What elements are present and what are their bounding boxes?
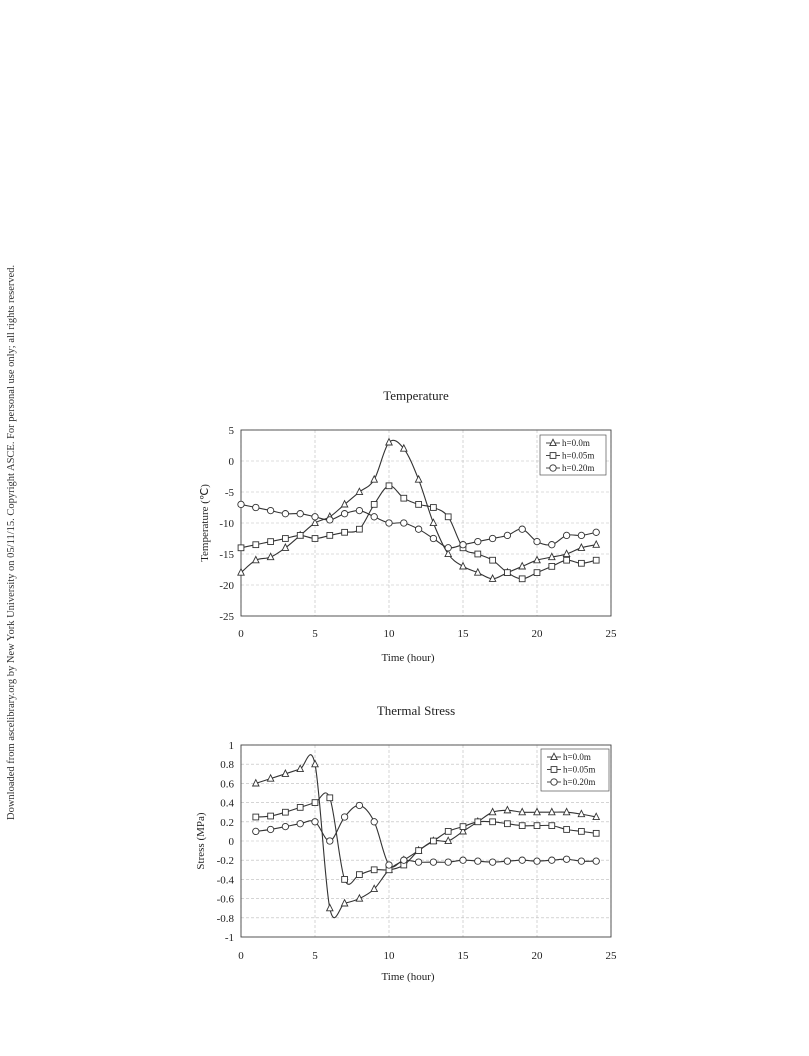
data-point (312, 536, 318, 542)
x-tick-label: 15 (457, 950, 469, 962)
data-point (534, 808, 540, 814)
legend-label: h=0.05m (562, 450, 595, 461)
data-point (267, 826, 273, 832)
y-tick-label: -0.2 (216, 855, 234, 868)
data-point (549, 542, 555, 548)
data-point (431, 505, 437, 511)
data-point (593, 557, 599, 563)
data-point (357, 872, 363, 878)
data-point (297, 511, 303, 517)
data-point (238, 569, 244, 575)
data-point (253, 828, 259, 834)
data-point (386, 483, 392, 489)
data-point (357, 526, 363, 532)
data-point (564, 827, 570, 833)
data-point (563, 856, 569, 862)
data-point (505, 821, 511, 827)
series-line (256, 805, 596, 867)
y-tick-label: -15 (219, 549, 234, 561)
legend-label: h=0.20m (562, 463, 595, 473)
data-point (445, 859, 451, 865)
data-point (534, 538, 540, 544)
data-point (297, 533, 303, 539)
data-point (564, 557, 570, 563)
x-tick-label: 20 (531, 950, 543, 962)
data-point (593, 858, 599, 864)
data-point (430, 859, 436, 865)
data-point (490, 819, 496, 825)
data-point (504, 858, 510, 864)
y-tick-label: -20 (219, 580, 234, 592)
y-tick-label: 5 (228, 425, 234, 437)
data-point (579, 560, 585, 566)
series-circle (238, 501, 600, 551)
data-point (253, 814, 259, 820)
data-point (327, 795, 333, 801)
x-tick-label: 0 (238, 628, 244, 640)
data-point (415, 526, 421, 532)
y-tick-label: 1 (228, 740, 234, 752)
data-point (563, 532, 569, 538)
legend-label: h=0.0m (563, 752, 591, 762)
data-point (312, 514, 318, 520)
data-point (489, 535, 495, 541)
data-point (371, 502, 377, 508)
y-tick-label: -1 (224, 932, 234, 944)
data-point (327, 838, 333, 844)
x-tick-label: 25 (605, 950, 617, 962)
x-tick-label: 25 (605, 628, 617, 640)
data-point (475, 538, 481, 544)
data-point (327, 904, 333, 910)
data-point (312, 760, 318, 766)
data-point (386, 520, 392, 526)
data-point (445, 514, 451, 520)
data-point (253, 504, 259, 510)
x-axis-label: Time (hour) (381, 652, 435, 664)
y-tick-label: -5 (224, 487, 234, 499)
data-point (579, 829, 585, 835)
data-point (356, 507, 362, 513)
data-point (327, 517, 333, 523)
data-point (460, 857, 466, 863)
series-square (253, 793, 599, 884)
data-point (519, 526, 525, 532)
data-point (445, 829, 451, 835)
data-point (460, 824, 466, 830)
data-point (460, 563, 466, 569)
legend-label: h=0.05m (563, 764, 596, 775)
data-point (475, 858, 481, 864)
legend-marker (550, 465, 556, 471)
y-axis-label: Stress (MPa) (195, 812, 207, 870)
data-point (312, 819, 318, 825)
data-point (549, 823, 555, 829)
data-point (415, 476, 421, 482)
data-point (549, 808, 555, 814)
data-point (416, 848, 422, 854)
data-point (238, 545, 244, 551)
data-point (489, 859, 495, 865)
data-point (593, 541, 599, 547)
data-point (268, 813, 274, 819)
data-point (371, 514, 377, 520)
data-point (312, 800, 318, 806)
x-tick-label: 5 (312, 950, 318, 962)
data-point (431, 838, 437, 844)
data-point (578, 858, 584, 864)
data-point (282, 511, 288, 517)
data-point (534, 570, 540, 576)
chart-title: Temperature (383, 388, 449, 403)
data-point (475, 819, 481, 825)
y-axis-label: Temperature (℃) (199, 484, 211, 562)
data-point (283, 809, 289, 815)
data-point (356, 802, 362, 808)
data-point (342, 877, 348, 883)
data-point (519, 823, 525, 829)
x-axis-label: Time (hour) (381, 971, 435, 983)
data-point (460, 542, 466, 548)
data-point (297, 805, 303, 811)
download-notice-text: Downloaded from ascelibrary.org by New York University on 05/11/15. Copyright ASCE. For personal use only; all rights reserved. (6, 264, 17, 820)
legend-marker (551, 779, 557, 785)
legend (541, 749, 609, 791)
data-point (534, 858, 540, 864)
temperature-chart (0, 380, 809, 670)
y-tick-label: 0.6 (220, 778, 234, 791)
y-tick-label: -10 (219, 518, 234, 530)
data-point (268, 539, 274, 545)
data-point (445, 545, 451, 551)
data-point (504, 806, 510, 812)
data-point (430, 535, 436, 541)
data-point (297, 821, 303, 827)
data-point (401, 520, 407, 526)
data-point (415, 859, 421, 865)
y-tick-label: -0.8 (216, 912, 234, 925)
legend (540, 435, 606, 475)
data-point (401, 857, 407, 863)
legend-label: h=0.20m (563, 777, 596, 787)
data-point (371, 867, 377, 873)
thermal-stress-chart (0, 695, 809, 990)
data-point (342, 529, 348, 535)
data-point (475, 551, 481, 557)
legend-label: h=0.0m (562, 438, 590, 448)
data-point (578, 532, 584, 538)
data-point (519, 857, 525, 863)
data-point (386, 862, 392, 868)
x-tick-label: 15 (457, 628, 469, 640)
y-tick-label: 0 (228, 456, 234, 468)
data-point (386, 439, 392, 445)
data-point (504, 532, 510, 538)
data-point (430, 519, 436, 525)
x-tick-label: 10 (383, 950, 395, 962)
x-tick-label: 0 (238, 950, 244, 962)
y-tick-label: -0.6 (216, 893, 234, 906)
data-point (593, 529, 599, 535)
legend-marker (551, 767, 557, 773)
series-line (256, 793, 596, 884)
y-tick-label: -0.4 (216, 874, 234, 887)
data-point (519, 576, 525, 582)
data-point (282, 544, 288, 550)
data-point (371, 819, 377, 825)
data-point (238, 501, 244, 507)
data-point (549, 857, 555, 863)
data-point (593, 830, 599, 836)
data-point (371, 476, 377, 482)
data-point (356, 488, 362, 494)
data-point (549, 564, 555, 570)
y-tick-label: 0.4 (220, 797, 234, 810)
y-tick-label: 0.8 (220, 759, 234, 772)
y-tick-label: -25 (219, 611, 234, 623)
data-point (253, 542, 259, 548)
y-tick-label: 0 (228, 836, 234, 848)
data-point (327, 533, 333, 539)
data-point (282, 823, 288, 829)
data-point (534, 823, 540, 829)
data-point (341, 511, 347, 517)
x-tick-label: 10 (383, 628, 395, 640)
data-point (341, 501, 347, 507)
data-point (490, 557, 496, 563)
data-point (267, 507, 273, 513)
x-tick-label: 5 (312, 628, 318, 640)
y-tick-label: 0.2 (220, 816, 234, 829)
data-point (283, 536, 289, 542)
chart-title: Thermal Stress (376, 703, 456, 718)
data-point (341, 814, 347, 820)
legend-marker (550, 453, 556, 459)
x-tick-label: 20 (531, 628, 543, 640)
data-point (505, 570, 511, 576)
data-point (401, 495, 407, 501)
data-point (416, 502, 422, 508)
